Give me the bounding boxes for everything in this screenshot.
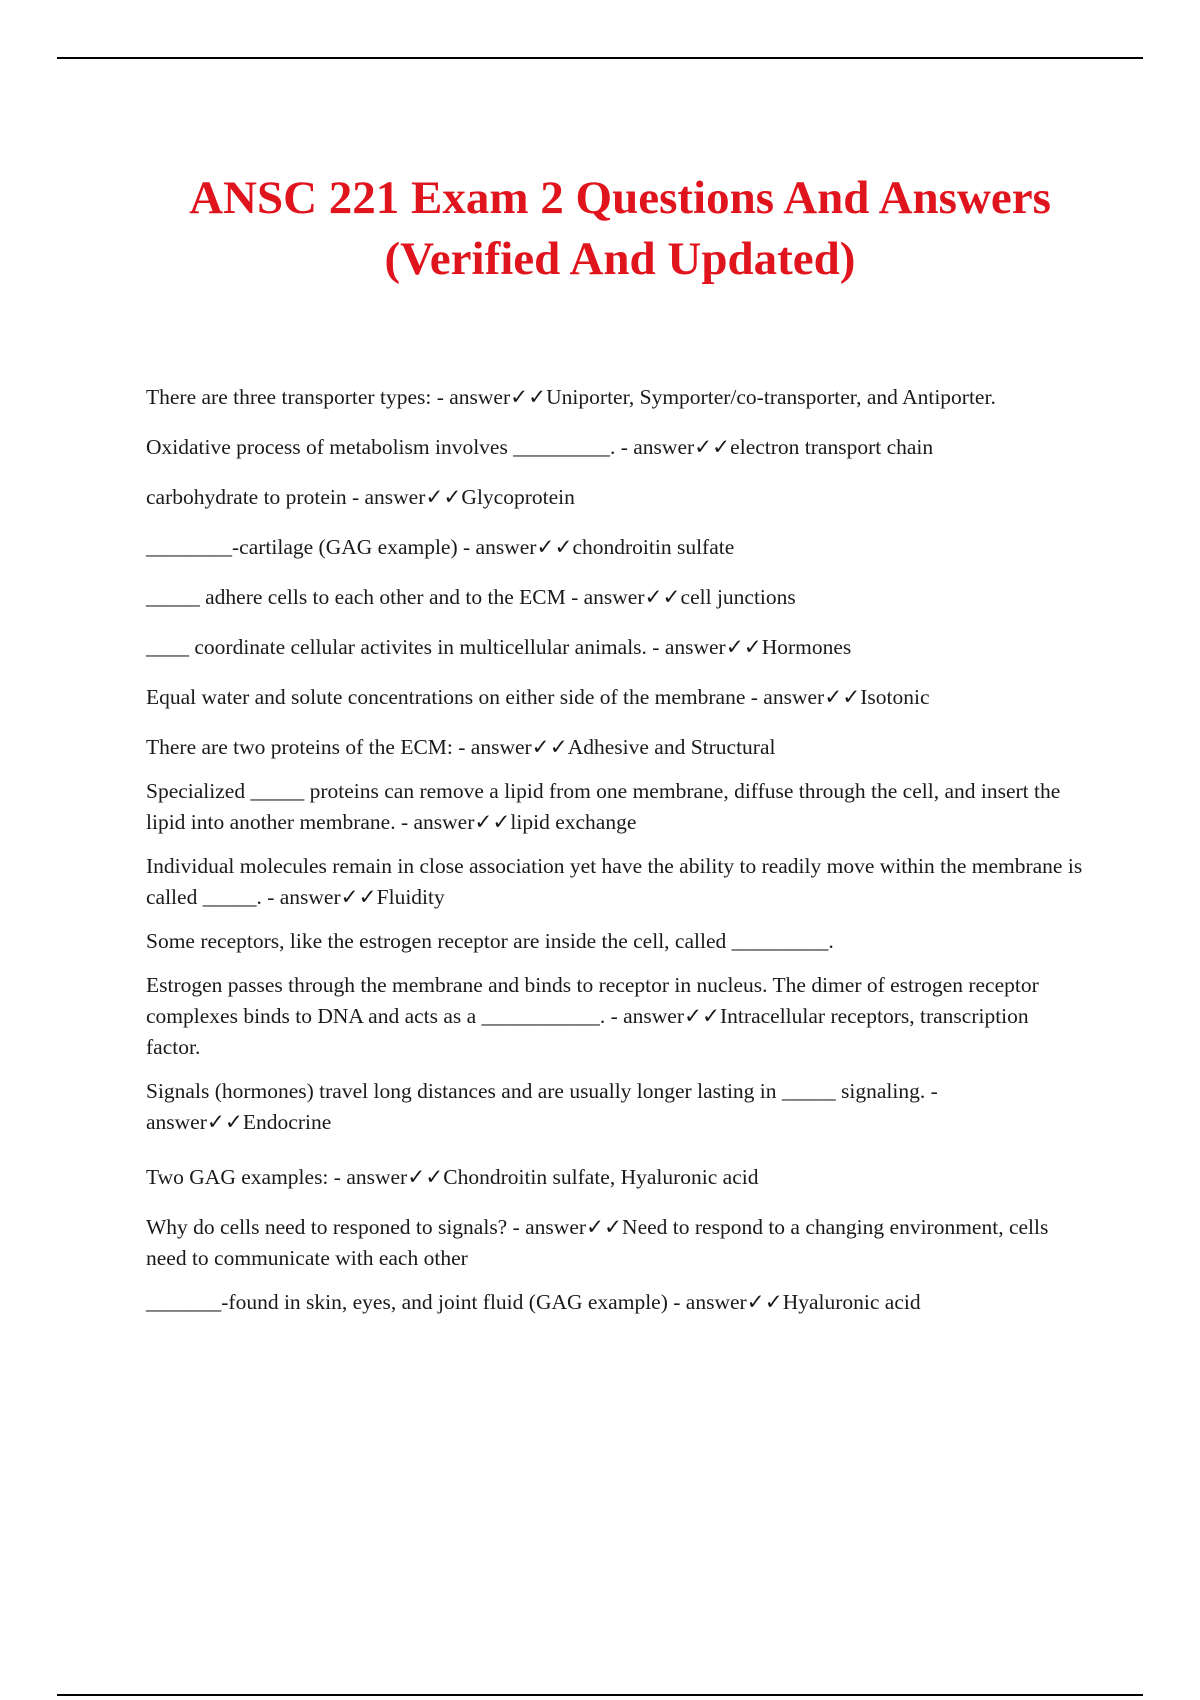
qa-item: _____ adhere cells to each other and to the ECM - answer✓✓cell junctions xyxy=(146,585,796,609)
qa-item: Oxidative process of metabolism involves _________. - answer✓✓electron transport chain xyxy=(146,435,934,459)
qa-item: ________-cartilage (GAG example) - answer✓✓chondroitin sulfate xyxy=(146,535,735,559)
qa-item: Individual molecules remain in close association yet have the ability to readily move within the membrane is called _____. - answer✓✓Fluidity xyxy=(146,854,1083,909)
bottom-rule xyxy=(57,1694,1143,1696)
qa-item: There are three transporter types: - answer✓✓Uniporter, Symporter/co-transporter, and Antiporter. xyxy=(146,385,996,409)
qa-item: Estrogen passes through the membrane and binds to receptor in nucleus. The dimer of estrogen receptor complexes binds to DNA and acts as a ___________. - answer✓✓Intracellular receptors, transcription factor. xyxy=(146,973,1039,1059)
qa-list xyxy=(146,382,1086,1337)
qa-item: carbohydrate to protein - answer✓✓Glycoprotein xyxy=(146,485,575,509)
qa-item: Signals (hormones) travel long distances and are usually longer lasting in _____ signaling. - answer✓✓Endocrine xyxy=(146,1079,938,1134)
qa-item: Equal water and solute concentrations on either side of the membrane - answer✓✓Isotonic xyxy=(146,685,930,709)
qa-item: Two GAG examples: - answer✓✓Chondroitin sulfate, Hyaluronic acid xyxy=(146,1165,759,1189)
qa-item: Some receptors, like the estrogen receptor are inside the cell, called _________. xyxy=(146,929,834,953)
title-line-1: ANSC 221 Exam 2 Questions And Answers xyxy=(189,172,1051,224)
qa-item: Specialized _____ proteins can remove a lipid from one membrane, diffuse through the cell, and insert the lipid into another membrane. - answer✓✓lipid exchange xyxy=(146,779,1061,834)
qa-item: There are two proteins of the ECM: - answer✓✓Adhesive and Structural xyxy=(146,735,776,759)
top-rule xyxy=(57,57,1143,59)
document-title xyxy=(100,168,1140,290)
qa-item: Why do cells need to responed to signals? - answer✓✓Need to respond to a changing environment, cells need to communicate with each other xyxy=(146,1215,1049,1270)
title-line-2: (Verified And Updated) xyxy=(384,233,856,285)
qa-item: _______-found in skin, eyes, and joint fluid (GAG example) - answer✓✓Hyaluronic acid xyxy=(146,1290,921,1314)
qa-item: ____ coordinate cellular activites in multicellular animals. - answer✓✓Hormones xyxy=(146,635,852,659)
